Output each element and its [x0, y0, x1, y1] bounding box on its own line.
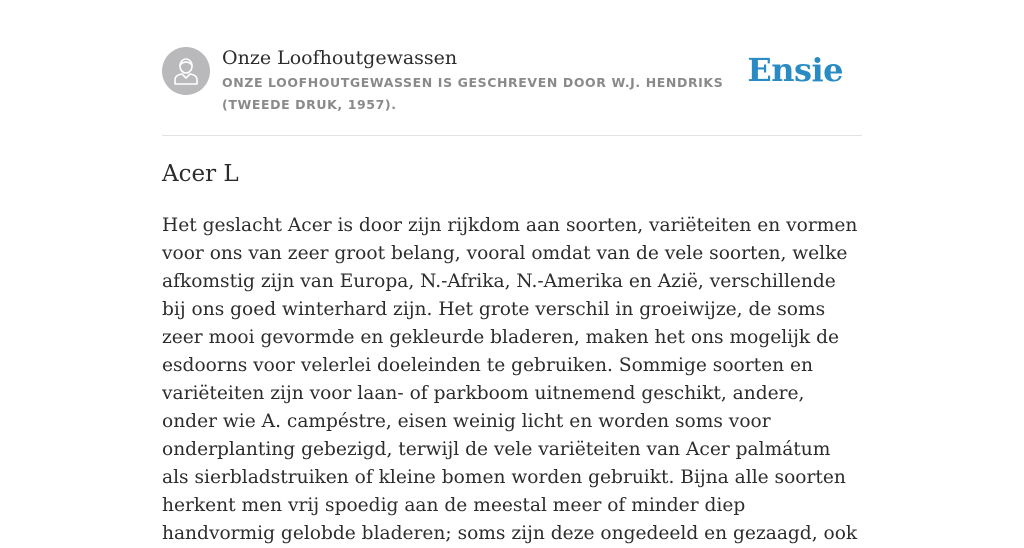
article-title: Acer L [162, 161, 239, 187]
user-avatar-icon[interactable] [162, 47, 210, 95]
source-description: ONZE LOOFHOUTGEWASSEN IS GESCHREVEN DOOR W.J. HENDRIKS (TWEEDE DRUK, 1957). [222, 75, 724, 112]
brand-logo[interactable]: Ensie [747, 51, 843, 89]
source-header [162, 46, 862, 136]
header-divider [162, 135, 862, 136]
article-body: Het geslacht Acer is door zijn rijkdom aan soorten, variëteiten en vormen voor ons van zeer groot belang, vooral omdat van de vele soorten, welke afkomstig zijn van Europa, N.-Afrika, N.-Amerika en Azië, verschillende bij ons goed winterhard zijn. Het grote verschil in groeiwijze, de soms zeer mooi gevormde en gekleurde bladeren, maken het ons mogelijk de esdoorns voor velerlei doeleinden te gebruiken. Sommige soorten en variëteiten zijn voor laan- of parkboom uitnemend geschikt, andere, onder wie A. campéstre, eisen weinig licht en worden soms voor onderplanting gebezigd, terwijl de vele variëteiten van Acer palmátum als sierbladstruiken of kleine bomen worden gebruikt. Bijna alle soorten herkent men vrij spoedig aan de meestal meer of minder diep handvormig gelobde bladeren; soms zijn deze ongedeeld en gezaagd, ook [162, 215, 858, 544]
source-title[interactable]: Onze Loofhoutgewassen [222, 47, 458, 69]
